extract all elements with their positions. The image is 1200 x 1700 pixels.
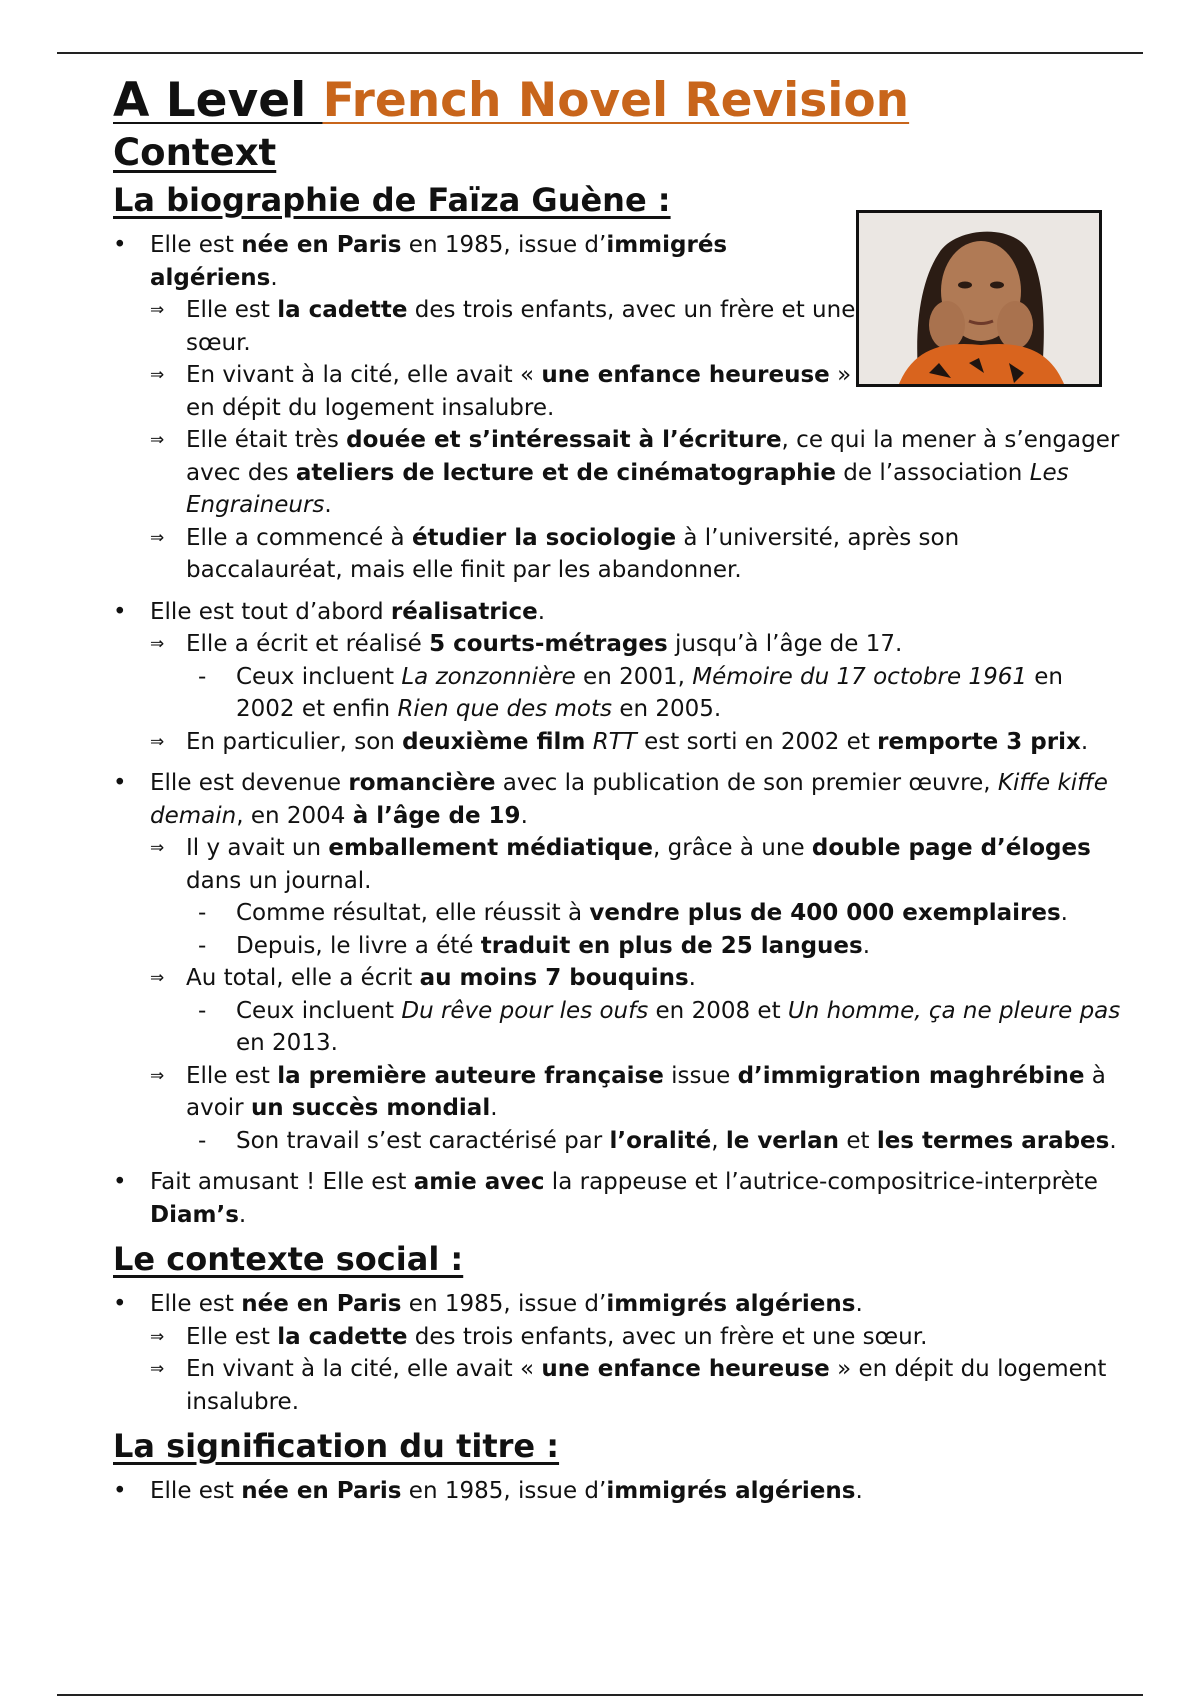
text-run: immigrés algériens (606, 1478, 856, 1504)
document-body (113, 72, 1123, 1508)
page-title (113, 72, 1123, 130)
context-heading: Context (113, 131, 277, 174)
text-run: de l’association (835, 459, 1030, 486)
bullet-icon: • (113, 232, 127, 258)
text-run: en 2002 et enfin (236, 663, 1064, 722)
text-run: Comme résultat, elle réussit à (236, 900, 590, 926)
text-run: Elle était très (186, 427, 347, 453)
text-run: . (855, 1478, 863, 1504)
text-run: une enfance heureuse (541, 362, 830, 388)
arrow-icon: ⇒ (150, 838, 165, 858)
text-run (585, 729, 592, 755)
text-run: née en Paris (241, 1478, 402, 1504)
text-run: . (520, 802, 528, 829)
bullet-icon: • (113, 598, 127, 625)
text-run: Elle est (186, 297, 278, 323)
text-run: RTT (592, 728, 637, 755)
arrow-icon: ⇒ (150, 634, 165, 654)
arrow-sub-item (113, 832, 1123, 897)
text-run: d’immigration maghrébine (737, 1062, 1085, 1089)
text-run: remporte 3 prix (877, 728, 1081, 755)
arrow-sub-item (113, 726, 1123, 759)
text-run: en 2001, (575, 663, 693, 690)
bullet-item (113, 229, 850, 294)
text-run: . (862, 932, 871, 959)
dash-icon: - (198, 900, 207, 926)
dash-sub-item (113, 1125, 1123, 1158)
text-run: douée et s’intéressait à l’écriture (346, 427, 782, 453)
text-run: immigrés algériens (150, 232, 728, 291)
text-run: double page d’éloges (811, 835, 1091, 861)
text-run: . (1109, 1127, 1117, 1154)
text-run: réalisatrice (390, 598, 538, 625)
bullet-icon: • (113, 1169, 127, 1195)
text-run: Elle est (150, 232, 242, 258)
text-run: . (1080, 728, 1089, 755)
text-run: la première auteure française (277, 1062, 664, 1089)
text-run: , ce qui la mener à s’engager avec des (186, 427, 1120, 486)
text-run: vendre plus de 400 000 exemplaires (589, 900, 1061, 926)
arrow-icon: ⇒ (150, 1065, 165, 1086)
arrow-sub-item (113, 1353, 1123, 1418)
text-run: l’oralité (609, 1127, 712, 1154)
arrow-sub-item (113, 522, 1123, 587)
text-run: . (855, 1291, 863, 1317)
text-run: En vivant à la cité, elle avait « (186, 362, 542, 388)
dash-sub-item (113, 995, 1123, 1060)
text-run: à l’université, après son baccalauréat, mais elle finit par les abandonner. (186, 524, 960, 583)
text-run: jusqu’à l’âge de 17. (667, 631, 903, 657)
text-run: des trois enfants, avec un frère et une sœur. (186, 297, 856, 356)
bullet-item (113, 767, 1123, 832)
arrow-icon: ⇒ (150, 968, 165, 988)
text-run: en 2008 et (648, 997, 788, 1024)
arrow-sub-item (113, 1321, 1123, 1354)
section-heading: La biographie de Faïza Guène : (113, 181, 671, 219)
text-run: romancière (348, 770, 496, 796)
text-run: . (688, 965, 696, 991)
bullet-item (113, 1288, 1123, 1321)
text-run: la cadette (277, 1323, 408, 1350)
text-run: un succès mondial (250, 1095, 491, 1121)
title-accent: French Novel Revision (322, 73, 910, 128)
section-heading: La signification du titre : (113, 1427, 560, 1465)
arrow-icon: ⇒ (150, 527, 165, 548)
text-run: Mémoire du 17 octobre 1961 (692, 663, 1027, 690)
text-run: en 1985, issue d’ (401, 232, 607, 258)
text-run: dans un journal. (186, 867, 372, 894)
dash-sub-item (113, 661, 1123, 726)
bullet-icon: • (113, 1478, 127, 1504)
text-run: Elle est (150, 1478, 242, 1504)
text-run: étudier la sociologie (411, 524, 677, 551)
text-run: traduit en plus de 25 langues (480, 932, 863, 959)
text-run: née en Paris (241, 1291, 402, 1317)
author-photo (856, 210, 1102, 387)
bottom-rule (57, 1694, 1143, 1696)
text-run: Ceux incluent (236, 997, 402, 1024)
arrow-sub-item (113, 962, 1123, 995)
text-run: Elle est (186, 1323, 278, 1350)
text-run: des trois enfants, avec un frère et une sœur. (407, 1323, 928, 1350)
arrow-icon: ⇒ (150, 1326, 165, 1347)
bullet-item (113, 1475, 1123, 1508)
section-heading: Le contexte social : (113, 1240, 464, 1278)
dash-sub-item (113, 897, 1123, 930)
text-run: » en dépit du logement insalubre. (186, 362, 852, 421)
text-run: immigrés algériens (606, 1291, 856, 1317)
text-run: . (1060, 900, 1068, 926)
text-run: Du rêve pour les oufs (401, 997, 649, 1024)
text-run: ateliers de lecture et de cinématographie (295, 459, 836, 486)
arrow-sub-item (113, 1060, 1123, 1125)
text-run: , en 2004 (236, 802, 353, 829)
text-run: . (537, 598, 546, 625)
arrow-sub-item (113, 359, 886, 424)
text-run: Au total, elle a écrit (186, 965, 420, 991)
arrow-sub-item (113, 294, 886, 359)
text-run: Diam’s (150, 1201, 239, 1228)
text-run: Elle est devenue (150, 770, 349, 796)
text-run: Fait amusant ! Elle est (150, 1169, 414, 1195)
text-run: et (839, 1127, 877, 1154)
text-run: une enfance heureuse (541, 1356, 830, 1382)
text-run: amie avec (413, 1169, 545, 1195)
text-run: , (711, 1127, 726, 1154)
text-run: Elle a écrit et réalisé (186, 631, 430, 657)
text-run: En particulier, son (186, 728, 403, 755)
text-run: Elle a commencé à (186, 524, 412, 551)
arrow-icon: ⇒ (150, 300, 165, 320)
dash-icon: - (198, 932, 207, 959)
arrow-icon: ⇒ (150, 1359, 165, 1379)
text-run: née en Paris (241, 232, 402, 258)
text-run: Son travail s’est caractérisé par (236, 1127, 610, 1154)
text-run: Un homme, ça ne pleure pas (787, 997, 1121, 1024)
dash-icon: - (198, 663, 207, 690)
text-run: La zonzonnière (401, 663, 576, 690)
text-run: . (324, 492, 332, 518)
text-run: Depuis, le livre a été (236, 932, 481, 959)
text-run: avec la publication de son premier œuvre, (495, 770, 998, 796)
bullet-icon: • (113, 770, 127, 796)
dash-icon: - (198, 1127, 207, 1154)
text-run: le verlan (725, 1127, 840, 1154)
text-run: en 1985, issue d’ (401, 1478, 607, 1504)
arrow-sub-item (113, 628, 1123, 661)
text-run: Elle est (186, 1062, 278, 1089)
text-run: la rappeuse et l’autrice-compositrice-interprète (544, 1169, 1098, 1195)
top-rule (57, 52, 1143, 54)
text-run: Les Engraineurs (186, 459, 1069, 518)
text-run: à avoir (186, 1062, 1106, 1121)
text-run: Kiffe kiffe demain (150, 770, 1108, 829)
title-prefix: A Level (113, 73, 323, 128)
text-run: issue (663, 1062, 738, 1089)
text-run: au moins 7 bouquins (419, 965, 689, 991)
text-run: . (238, 1201, 247, 1228)
text-run: est sorti en 2002 et (636, 728, 878, 755)
bullet-icon: • (113, 1291, 127, 1317)
text-run: , grâce à une (653, 835, 812, 861)
arrow-icon: ⇒ (150, 365, 165, 385)
text-run: en 2013. (236, 1030, 338, 1056)
text-run: en 1985, issue d’ (401, 1291, 607, 1317)
text-run: la cadette (277, 297, 408, 323)
text-run: en 2005. (612, 696, 722, 722)
text-run: emballement médiatique (328, 835, 654, 861)
arrow-icon: ⇒ (150, 430, 165, 450)
text-run: En vivant à la cité, elle avait « (186, 1356, 542, 1382)
bullet-item (113, 596, 1123, 629)
text-run: Ceux incluent (236, 663, 402, 690)
text-run: » en dépit du logement insalubre. (186, 1356, 1107, 1415)
text-run: les termes arabes (876, 1127, 1110, 1154)
text-run: Rien que des mots (397, 696, 613, 722)
text-run: Il y avait un (186, 835, 329, 861)
text-run: Elle est (150, 1291, 242, 1317)
author-portrait-icon (859, 213, 1099, 384)
text-run: 5 courts-métrages (429, 631, 668, 657)
text-run: . (270, 264, 278, 291)
text-run: à l’âge de 19 (352, 802, 521, 829)
dash-sub-item (113, 930, 1123, 963)
text-run: deuxième film (402, 728, 586, 755)
arrow-sub-item (113, 424, 1123, 522)
text-run: Elle est tout d’abord (150, 598, 391, 625)
bullet-item (113, 1166, 1123, 1231)
arrow-icon: ⇒ (150, 731, 165, 752)
dash-icon: - (198, 997, 207, 1024)
text-run: . (490, 1095, 498, 1121)
